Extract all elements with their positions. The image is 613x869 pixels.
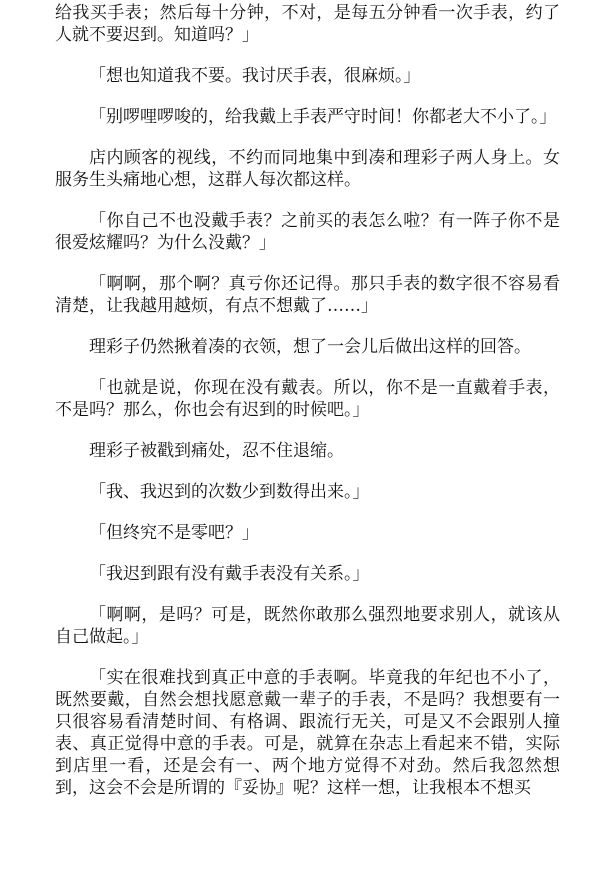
paragraph-11: 「但终究不是零吧？」 xyxy=(89,523,259,543)
paragraph-9: 理彩子被戳到痛处，忍不住退缩。 xyxy=(89,441,344,461)
paragraph-5: 「你自己不也没戴手表？之前买的表怎么啦？有一阵子你不是很爱炫耀吗？为什么没戴？」 xyxy=(55,211,560,253)
paragraph-8: 「也就是说，你现在没有戴表。所以，你不是一直戴着手表，不是吗？那么，你也会有迟到的时候吧。」 xyxy=(55,378,560,420)
paragraph-2: 「想也知道我不要。我讨厌手表，很麻烦。」 xyxy=(89,66,421,86)
document-page xyxy=(55,0,560,818)
paragraph-12: 「我迟到跟有没有戴手表没有关系。」 xyxy=(89,564,370,584)
paragraph-1: 给我买手表；然后每十分钟，不对，是每五分钟看一次手表，约了人就不要迟到。知道吗？」 xyxy=(55,3,560,45)
paragraph-7: 理彩子仍然揪着凑的衣领，想了一会儿后做出这样的回答。 xyxy=(89,337,531,357)
paragraph-3: 「别啰哩啰唆的，给我戴上手表严守时间！你都老大不小了。」 xyxy=(89,107,557,127)
paragraph-14: 「实在很难找到真正中意的手表啊。毕竟我的年纪也不小了，既然要戴，自然会想找愿意戴一辈子的手表，不是吗？我想要有一只很容易看清楚时间、有格调、跟流行无关，可是又不会跟别人撞表、真正觉得中意的手表。可是，就算在杂志上看起来不错，实际到店里一看，还是会有一、两个地方觉得不对劲。然后我忽然想到，这会不会是所谓的『妥协』呢？这样一想，让我根本不想买 xyxy=(55,668,560,798)
paragraph-13: 「啊啊，是吗？可是，既然你敢那么强烈地要求别人，就该从自己做起。」 xyxy=(55,605,560,647)
paragraph-10: 「我、我迟到的次数少到数得出来。」 xyxy=(89,482,370,502)
paragraph-4: 店内顾客的视线，不约而同地集中到凑和理彩子两人身上。女服务生头痛地心想，这群人每次都这样。 xyxy=(55,148,560,190)
paragraph-6: 「啊啊，那个啊？真亏你还记得。那只手表的数字很不容易看清楚，让我越用越烦，有点不想戴了……」 xyxy=(55,274,560,316)
